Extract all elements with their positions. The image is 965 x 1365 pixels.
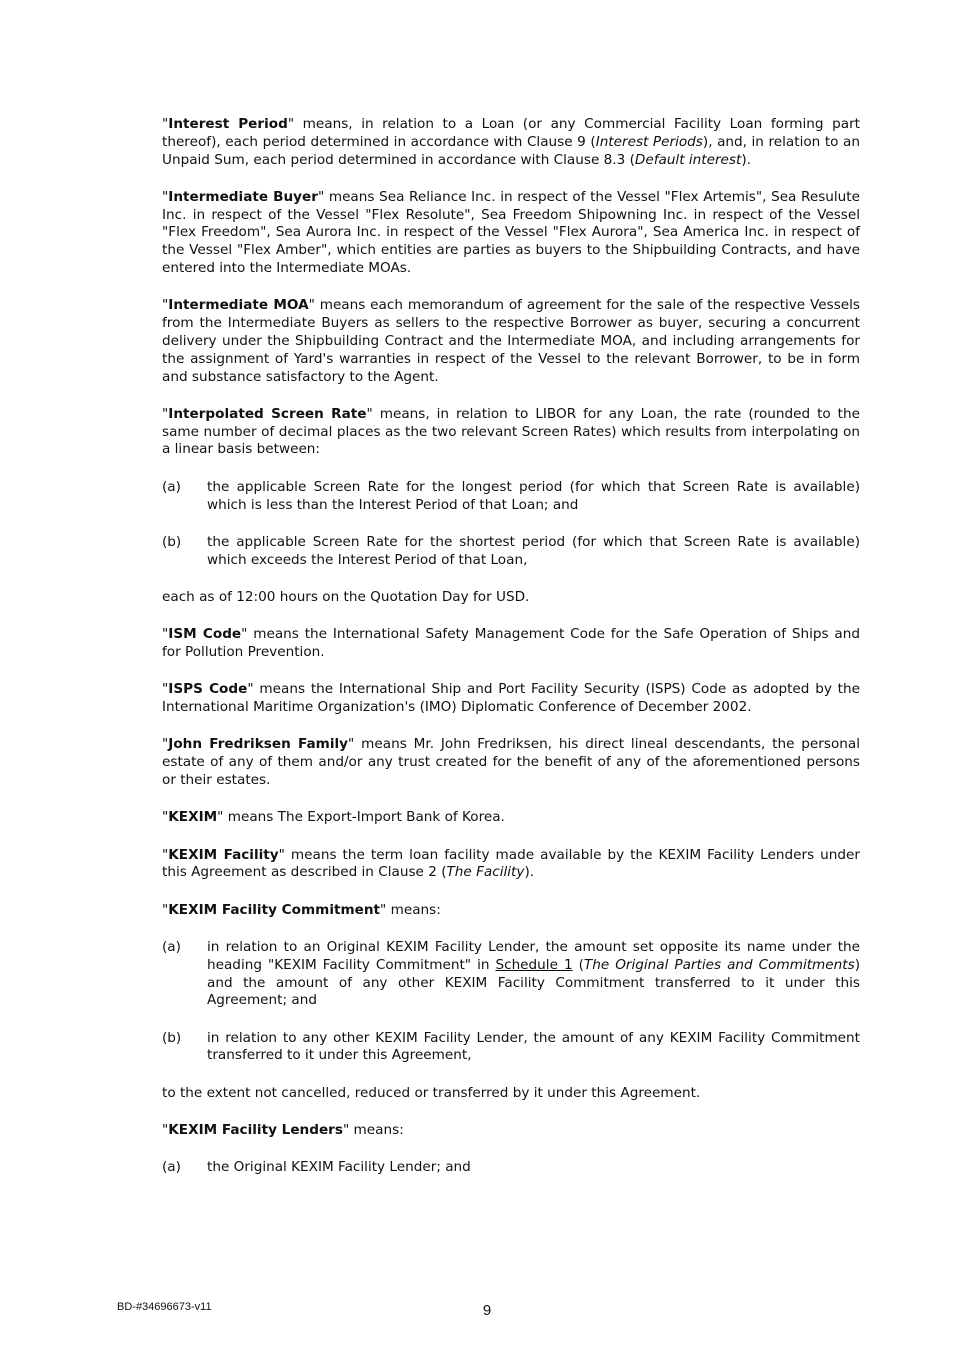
- list-item: [162, 939, 860, 1010]
- definition-tail: each as of 12:00 hours on the Quotation Day for USD.: [162, 588, 530, 605]
- schedule-title: The Original Parties and Commitments: [583, 956, 855, 973]
- definition-text: ), and, in relation to an Unpaid Sum, each period determined in accordance with Clause 8.3 (: [162, 133, 860, 168]
- document-body: [162, 116, 860, 1197]
- defined-term: ISM Code: [168, 626, 242, 643]
- page-number: 9: [482, 1302, 492, 1319]
- definition-ism-code: "ISM Code" means the International Safety Management Code for the Safe Operation of Ships and for Pollution Prevention.: [162, 626, 860, 661]
- definition-interpolated-screen-rate: "Interpolated Screen Rate" means, in relation to LIBOR for any Loan, the rate (rounded to the same number of decimal places as the two relevant Screen Rates) which results from interpolating on a linear basis between:: [162, 405, 860, 458]
- definition-text: " means the term loan facility made available by the KEXIM Facility Lenders under this Agreement as described in Clause 2 (: [162, 846, 860, 881]
- definition-john-fredriksen-family: "John Fredriksen Family" means Mr. John Fredriksen, his direct lineal descendants, the personal estate of any of them and/or any trust created for the benefit of any of the aforementioned persons or their estates.: [162, 736, 860, 789]
- definition-intermediate-moa: "Intermediate MOA" means each memorandum of agreement for the sale of the respective Vessels from the Intermediate Buyers as sellers to the respective Borrower as buyer, securing a concurrent delivery under the Shipbuilding Contract and the Intermediate MOA, and including arrangements for the assignment of Yard's warranties in respect of the Vessel to the relevant Borrower, to be in form and substance satisfactory to the Agent.: [162, 297, 860, 385]
- list-item-text: the Original KEXIM Facility Lender; and: [207, 1159, 471, 1176]
- list-item: [162, 479, 860, 515]
- list-item: [162, 1030, 860, 1066]
- defined-term: Intermediate MOA: [168, 297, 309, 314]
- list-item-label: (b): [162, 1029, 182, 1046]
- clause-title: Interest Periods: [595, 133, 703, 150]
- definition-text: " means, in relation to a Loan (or any Commercial Facility Loan forming part thereof), each period determined in accordance with Clause 9 (: [162, 116, 860, 150]
- definition-kexim-facility: "KEXIM Facility" means the term loan facility made available by the KEXIM Facility Lenders under this Agreement as described in Clause 2 (The Facility).: [162, 846, 860, 881]
- definition-text: ).: [524, 864, 535, 881]
- defined-term: KEXIM Facility: [168, 846, 279, 863]
- definition-text: " means:: [342, 1122, 404, 1139]
- defined-term: Interpolated Screen Rate: [168, 405, 367, 422]
- list-item-text-part: ) and the amount of any other KEXIM Facility Commitment transferred to it under this Agreement; and: [207, 956, 860, 1009]
- definition-text: " means each memorandum of agreement for the sale of the respective Vessels from the Intermediate Buyers as sellers to the respective Borrower as buyer, securing a concurrent delivery under the Shipbuilding Contract and the Intermediate MOA, and including arrangements for the assignment of Yard's warranties in respect of the Vessel to the relevant Borrower, to be in form and substance satisfactory to the Agent.: [162, 297, 860, 385]
- list-item-text: [207, 939, 860, 1010]
- definition-text: ).: [741, 151, 751, 168]
- defined-term: KEXIM Facility Commitment: [168, 901, 381, 918]
- list-item: [162, 1159, 860, 1177]
- definition-text: " means The Export-Import Bank of Korea.: [217, 809, 505, 826]
- schedule-link[interactable]: Schedule 1: [495, 956, 573, 973]
- definition-text: " means, in relation to LIBOR for any Loan, the rate (rounded to the same number of decimal places as the two relevant Screen Rates) which results from interpolating on a linear basis between:: [162, 405, 860, 458]
- clause-title: The Facility: [446, 864, 525, 881]
- list-item-label: (a): [162, 939, 181, 955]
- list-item-label: (a): [162, 1159, 181, 1176]
- definition-kexim: "KEXIM" means The Export-Import Bank of Korea.: [162, 809, 505, 826]
- definition-text: " means:: [380, 901, 441, 918]
- defined-term: ISPS Code: [168, 681, 248, 698]
- list-item-text: the applicable Screen Rate for the longest period (for which that Screen Rate is available) which is less than the Interest Period of that Loan; and: [207, 478, 860, 513]
- list-item-text: in relation to any other KEXIM Facility Lender, the amount of any KEXIM Facility Commitment transferred to it under this Agreement,: [207, 1029, 860, 1064]
- definition-interest-period: "Interest Period" means, in relation to a Loan (or any Commercial Facility Loan forming part thereof), each period determined in accordance with Clause 9 (Interest Periods), and, in relation to an Unpaid Sum, each period determined in accordance with Clause 8.3 (Default interest).: [162, 116, 860, 168]
- list-item: [162, 534, 860, 570]
- definition-isps-code: "ISPS Code" means the International Ship and Port Facility Security (ISPS) Code as adopted by the International Maritime Organization's (IMO) Diplomatic Conference of December 2002.: [162, 681, 860, 716]
- definition-kexim-facility-commitment: "KEXIM Facility Commitment" means:: [162, 901, 441, 918]
- document-reference: BD-#34696673-v11: [117, 1301, 212, 1313]
- list-item-label: (b): [162, 533, 182, 550]
- clause-title: Default interest: [634, 151, 742, 168]
- list-item-text: the applicable Screen Rate for the shortest period (for which that Screen Rate is available) which exceeds the Interest Period of that Loan,: [207, 533, 860, 568]
- defined-term: KEXIM: [168, 809, 218, 826]
- definition-text: " means Sea Reliance Inc. in respect of the Vessel "Flex Artemis", Sea Resulute Inc. in respect of the Vessel "Flex Resolute", Sea Freedom Shipowning Inc. in respect of the Vessel "Flex Freedom", Sea Aurora Inc. in respect of the Vessel "Flex Aurora", Sea America Inc. in respect of the Vessel "Flex Amber", which entities are parties as buyers to the Shipbuilding Contracts, and have entered into the Intermediate MOAs.: [162, 188, 860, 277]
- definition-tail: to the extent not cancelled, reduced or transferred by it under this Agreement.: [162, 1084, 701, 1101]
- definition-kexim-facility-lenders: "KEXIM Facility Lenders" means:: [162, 1122, 404, 1139]
- defined-term: KEXIM Facility Lenders: [168, 1122, 343, 1139]
- defined-term: Interest Period: [168, 116, 288, 132]
- defined-term: John Fredriksen Family: [168, 736, 349, 753]
- list-item-text-part: in relation to an Original KEXIM Facility Lender, the amount set opposite its name under the heading "KEXIM Facility Commitment" in: [207, 939, 860, 973]
- defined-term: Intermediate Buyer: [168, 188, 318, 205]
- definition-intermediate-buyer: "Intermediate Buyer" means Sea Reliance Inc. in respect of the Vessel "Flex Artemis", Sea Resulute Inc. in respect of the Vessel "Flex Resolute", Sea Freedom Shipowning Inc. in respect of the Vessel "Flex Freedom", Sea Aurora Inc. in respect of the Vessel "Flex Aurora", Sea America Inc. in respect of the Vessel "Flex Amber", which entities are parties as buyers to the Shipbuilding Contracts, and have entered into the Intermediate MOAs.: [162, 188, 860, 277]
- definition-text: " means Mr. John Fredriksen, his direct lineal descendants, the personal estate of any of them and/or any trust created for the benefit of any of the aforementioned persons or their estates.: [162, 736, 860, 789]
- list-item-text-part: (: [572, 956, 584, 973]
- list-item-label: (a): [162, 478, 181, 495]
- definition-text: " means the International Safety Management Code for the Safe Operation of Ships and for Pollution Prevention.: [162, 626, 860, 661]
- definition-text: " means the International Ship and Port Facility Security (ISPS) Code as adopted by the International Maritime Organization's (IMO) Diplomatic Conference of December 2002.: [162, 681, 860, 716]
